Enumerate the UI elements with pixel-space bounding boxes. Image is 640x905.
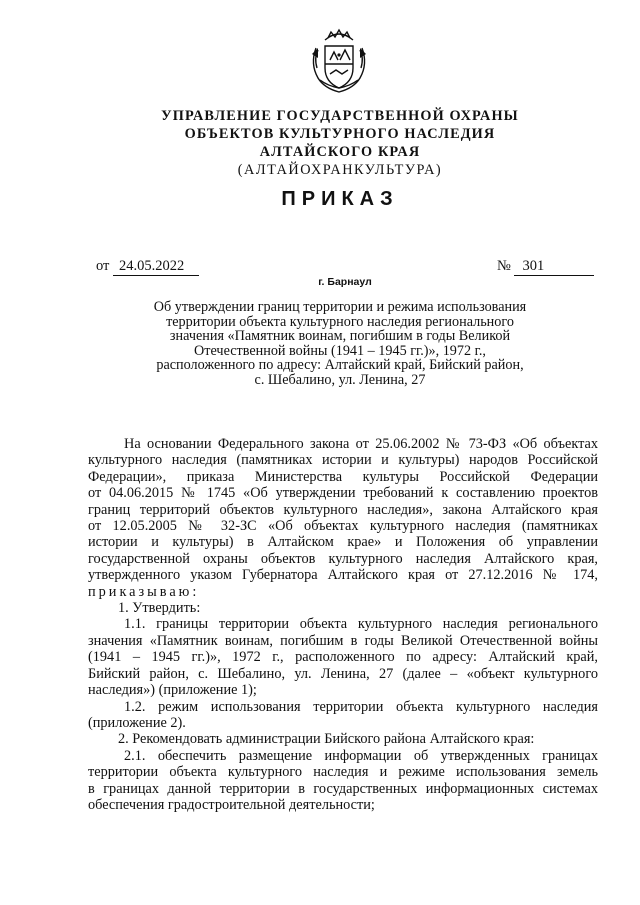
item-1-2-line: (приложение 2). [88,714,186,731]
body-line: истории и культуры) в Алтайском крае» и Положения об управлении [88,534,598,551]
item-2-1-line: 2.1. обеспечить размещение информации об утвержденных границах [124,747,598,764]
organization-name-line-2: ОБЪЕКТОВ КУЛЬТУРНОГО НАСЛЕДИЯ [184,126,496,142]
order-subject-title [130,300,550,388]
order-body [88,436,598,813]
item-1-1-line: 1.1. границы территории объекта культурного наследия регионального [124,616,598,633]
date-block [96,258,199,276]
body-line: На основании Федерального закона от 25.06.2002 № 73-ФЗ «Об объектах [124,436,598,452]
organization-name-line-3: АЛТАЙСКОГО КРАЯ [259,144,421,160]
document-type-title: ПРИКАЗ [281,188,399,210]
body-line: от 04.06.2015 № 1745 «Об утверждении требований к составлению проектов [88,485,598,502]
title-line: с. Шебалино, ул. Ленина, 27 [254,371,426,388]
city-label: г. Барнаул [318,276,372,288]
title-line: Отечественной войны (1941 – 1945 гг.)», 1972 г., [194,342,486,359]
item-1-1-line: Бийский район, с. Шебалино, ул. Ленина, 27 (далее – «объект культурного [88,665,598,682]
number-value: 301 [514,258,594,276]
item-1-1-line: наследия») (приложение 1); [88,682,257,699]
body-line: Федерации», приказа Министерства культуры Российской Федерации [88,468,598,485]
title-line: расположенного по адресу: Алтайский край, Бийский район, [156,357,524,374]
date-label: от [96,258,110,274]
item-1-1-line: (1941 – 1945 гг.)», 1972 г., расположенного по адресу: Алтайский край, [88,649,598,666]
title-line: Об утверждении границ территории и режима использования [153,299,527,315]
item-2-1-line: обеспечения градостроительной деятельности; [88,796,375,813]
body-line: культурного наследия (памятниках истории и культуры) народов Российской [88,452,598,469]
order-word: приказываю: [88,583,200,600]
item-1-1-line: значения «Памятник воинам, погибшим в годы Великой Отечественной войны [88,632,598,649]
body-line: границ территорий объектов культурного наследия», закона Алтайского края [88,501,598,518]
item-1-2-line: 1.2. режим использования территории объекта культурного наследия [124,698,598,715]
item-1: 1. Утвердить: [118,600,201,617]
body-line: утвержденного указом Губернатора Алтайского края от 27.12.2016 № 174, [88,567,598,584]
organization-name-line-1: УПРАВЛЕНИЕ ГОСУДАРСТВЕННОЙ ОХРАНЫ [161,108,519,124]
number-label: № [497,258,511,274]
title-line: территории объекта культурного наследия регионального [166,313,514,330]
body-line: от 12.05.2005 № 32-ЗС «Об объектах культурного наследия (памятниках [88,518,598,535]
body-line: государственной охраны объектов культурного наследия Алтайского края, [88,550,598,567]
coat-of-arms-emblem [308,28,370,96]
title-line: значения «Памятник воинам, погибшим в годы Великой [169,328,511,345]
date-value: 24.05.2022 [113,258,199,276]
number-block [497,258,594,276]
item-2-1-line: территории объекта культурного наследия и режиме использования земель [88,764,598,781]
organization-short-name: (АЛТАЙОХРАНКУЛЬТУРА) [237,162,443,178]
item-2-1-line: в границах данной территории в государственных информационных системах [88,780,598,797]
item-2: 2. Рекомендовать администрации Бийского района Алтайского края: [118,731,535,748]
